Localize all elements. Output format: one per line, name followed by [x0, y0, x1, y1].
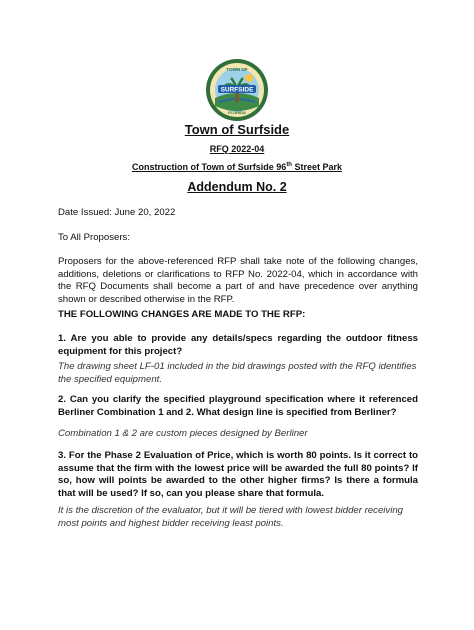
rfq-number: RFQ 2022-04	[209, 144, 265, 154]
project-title-superscript: th	[286, 162, 292, 168]
answer-2: Combination 1 & 2 are custom pieces designed by Berliner	[58, 428, 308, 439]
answer-1: The drawing sheet LF-01 included in the bid drawings posted with the RFQ identifies the specified equipment.	[58, 361, 417, 385]
seal-name-text: SURFSIDE	[220, 86, 254, 94]
seal-top-text: TOWN OF	[226, 67, 248, 72]
project-title-prefix: Construction of Town of Surfside 96	[131, 162, 287, 172]
intro-paragraph: Proposers for the above-referenced RFP shall take note of the following changes, additions, deletions or clarifications to RFP No. 2022-04, which in accordance with the RFQ Documents shall become a part of and have precedence over anything shown or described otherwise in the RFP.	[58, 256, 418, 305]
changes-heading: THE FOLLOWING CHANGES ARE MADE TO THE RFP:	[58, 309, 306, 320]
date-issued: Date Issued: June 20, 2022	[58, 207, 176, 218]
question-1: 1. Are you able to provide any details/specs regarding the outdoor fitness equipment for this project?	[58, 333, 418, 357]
salutation: To All Proposers:	[58, 232, 130, 243]
answer-3: It is the discretion of the evaluator, but it will be tiered with lowest bidder receiving most points and highest bidder receiving least points.	[58, 505, 404, 529]
town-title: Town of Surfside	[184, 122, 290, 137]
question-3: 3. For the Phase 2 Evaluation of Price, which is worth 80 points. Is it correct to assume that the firm with the lowest price will be awarded the full 80 points? If so, how will points be awarded to the other higher firms? Is there a formula that will be used? If so, can you please share that formula.	[58, 450, 418, 499]
question-2: 2. Can you clarify the specified playground specification where it referenced Berliner Combination 1 and 2. What design line is specified from Berliner?	[58, 394, 418, 418]
addendum-title: Addendum No. 2	[187, 180, 287, 194]
town-seal-logo	[205, 58, 269, 122]
project-title-suffix: Street Park	[291, 162, 343, 172]
seal-bottom-text: FLORIDA	[228, 110, 246, 115]
project-title	[0, 162, 474, 172]
